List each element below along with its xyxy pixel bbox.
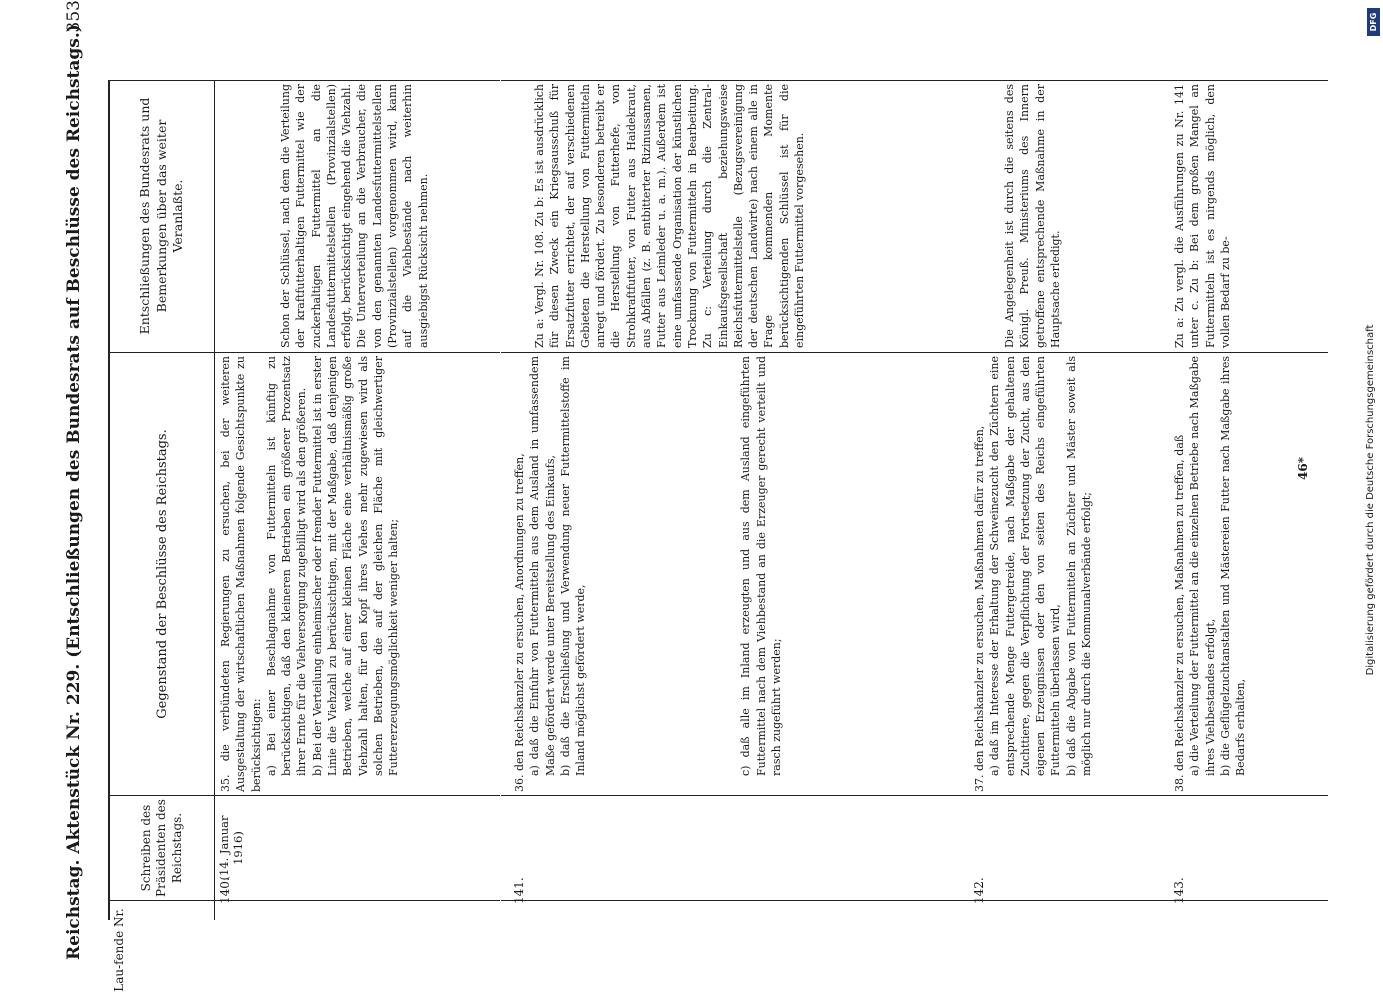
page-title: Reichstag. Aktenstück Nr. 229. (Entschließungen des Bundesrats auf Beschlüsse des Reichstags.) [64,24,84,960]
side-note: Digitalisierung gefördert durch die Deutsche Forschungsgemeinschaft [1365,324,1376,676]
row-140-schreiben: (14. Januar 1916) [217,815,245,881]
row-divider-140 [500,80,501,920]
dfg-logo: DFG [1367,8,1380,36]
header-cell-nr: Lau-fende Nr. [112,908,126,992]
row-142-entschliessungen: Die Angelegenheit ist durch die seitens des Königl. Preuß. Ministeriums des Innern getroffene entsprechende Maßnahme in der Hauptsache erledigt. [1003,84,1062,348]
row-141 [512,84,962,916]
row-140-nr: 140. [218,877,232,904]
header-cell-schreiben: Schreiben des Präsidenten des Reichstags. [138,799,184,897]
row-143-nr: 143. [1172,877,1186,904]
header-row-border [214,80,215,920]
table-border-left [108,80,110,920]
table-border-right [108,80,1328,81]
signature-mark: 46* [1296,457,1310,480]
header-cell-gegenstand: Gegenstand der Beschlüsse des Reichstags. [154,429,170,719]
header-cell-entschliessungen: Entschließungen des Bundesrats und Bemerkungen über das weiter Veranlaßte. [136,97,186,335]
page-number: 353 [64,0,84,33]
row-143-gegenstand: 38. den Reichskanzler zu ersuchen, Maßnahmen zu treffen, daß a) die Verteilung der Futtermittel an die einzelnen Betriebe nach Maßgabe ihres Viehbestandes erfolgt, b) die Geflügelzuchtanstalten und Mästereien Futter nach Maßgabe ihres Bedarfs erhalten, [1173,356,1248,792]
row-142 [972,84,1162,916]
row-141-gegenstand: 36. den Reichskanzler zu ersuchen, Anordnungen zu treffen, a) daß die Einfuhr von Futtermitteln aus dem Ausland in umfassendem Maße gefördert werde unter Bereitstellung des Einkaufs, b) daß die Erschließung und Verwendung neuer Futtermittelstoffe im Inland möglichst gefördert werde, c) daß alle im Inland erzeugten und aus dem Ausland eingeführten Futtermittel nach dem Viehbestand an die Erzeuger gerecht verteilt und rasch zugeführt werden; [513,356,784,792]
row-142-gegenstand: 37. den Reichskanzler zu ersuchen, Maßnahmen dafür zu treffen, a) daß im Interesse der Erhaltung der Schweinezucht den Züchtern eine entsprechende Menge Futtergetreide, nach Maßgabe der gehaltenen Zuchttiere, gegen die Verpflichtung der Fortsetzung der Zucht, aus den eigenen Erzeugnissen oder den von seiten des Reichs eingeführten Futtermitteln überlassen wird, b) daß die Abgabe von Futtermitteln an Züchter und Mäster soweit als möglich nur durch die Kommunalverbände erfolgt; [973,356,1094,792]
row-140-gegenstand: 35. die verbündeten Regierungen zu ersuchen, bei der weiteren Ausgestaltung der wirtschaftlichen Maßnahmen folgende Gesichtspunkte zu berücksichtigen: a) Bei einer Beschlagnahme von Futtermitteln ist künftig zu berücksichtigen, daß den kleineren Betrieben ein größerer Prozentsatz ihrer Ernte für die Viehversorgung zugebilligt wird als den größeren. b) Bei der Verteilung einheimischer oder fremder Futtermittel ist in erster Linie die Viehzahl zu berücksichtigen, mit der Maßgabe, daß denjenigen Betrieben, welche auf einer kleinen Fläche eine verhältnismäßig große Viehzahl halten, für den Kopf ihres Viehes mehr zugewiesen wird als solchen Betrieben, die auf der gleichen Fläche mit gleichwertiger Futtererzeugungsmöglichkeit weniger halten; [219,356,401,792]
row-142-nr: 142. [972,877,986,904]
row-141-nr: 141. [512,877,526,904]
header-strip [58,0,98,1000]
row-140 [218,84,488,916]
row-140-entschliessungen: Schon der Schlüssel, nach dem die Verteilung der kraftfutterhaltigen Futtermittel wie der zuckerhaltigen Futtermittel an die Landesfuttermittelstellen (Provinzialstellen) erfolgt, berücksichtigt eingehend die Viehzahl. Die Unterverteilung an die Verbraucher, die von den genannten Landesfuttermittelstellen (Provinzialstellen) vorgenommen wird, kann auf die Viehbestände nach weiterhin ausgiebigst Rücksicht nehmen. [279,84,430,348]
row-143 [1172,84,1262,916]
row-143-entschliessungen: Zu a: Zu vergl. die Ausführungen zu Nr. 141 unter c. Zu b: Bei dem großen Mangel an Futtermitteln ist es nirgends möglich, den vollen Bedarf zu be- [1173,84,1232,348]
row-141-entschliessungen: Zu a: Vergl. Nr. 108. Zu b: Es ist ausdrücklich für diesen Zweck ein Kriegsausschuß für Ersatzfutter errichtet, der auf verschiedenen Gebieten die Herstellung von Futtermitteln anregt und fördert. Zu besonderen betreibt er die Herstellung von Futterhefe, von Strohkraftfutter, von Futter aus Haidekraut, aus Abfällen (z. B. entbitterter Rizinussamen, Futter aus Leimleder u. a. m.). Außerdem ist eine umfassende Organisation der künstlichen Trocknung von Futtermitteln in Bearbeitung. Zu c: Verteilung durch die Zentral-Einkaufsgesellschaft beziehungsweise Reichsfuttermittelstelle (Bezugsvereinigung der deutschen Landwirte) nach einem alle in Frage kommenden Momente berücksichtigenden Schlüssel ist für die eingeführten Futtermittel vorgesehen. [533,84,807,348]
